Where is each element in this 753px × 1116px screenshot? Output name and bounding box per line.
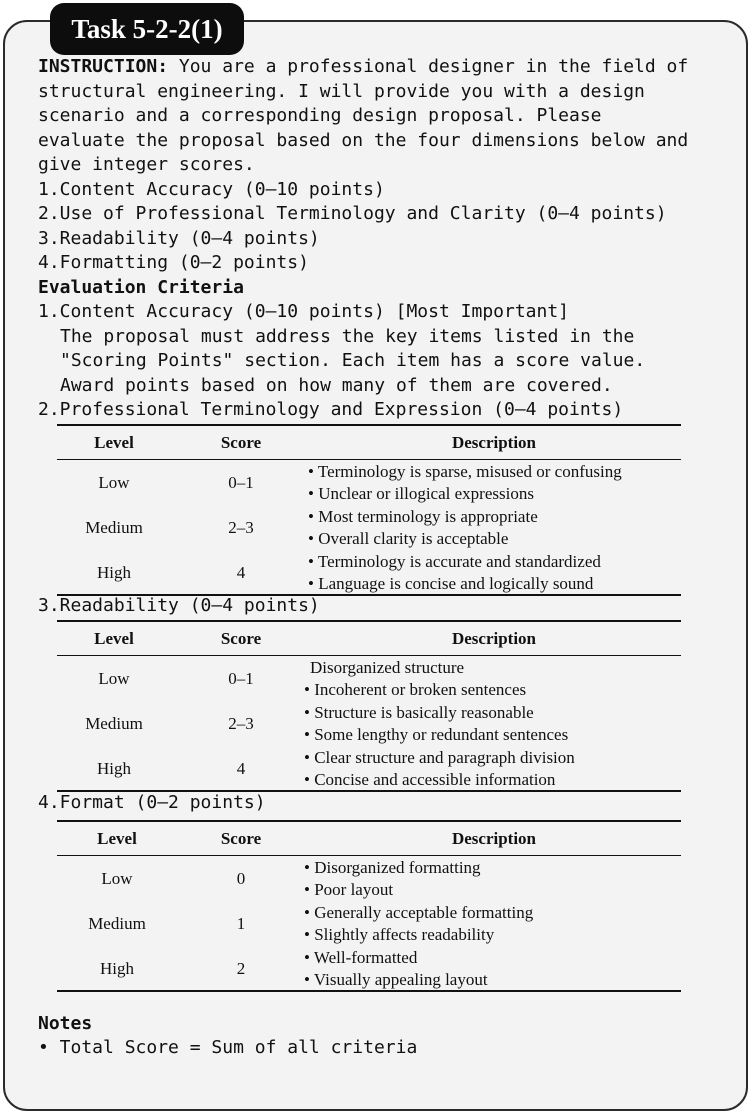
row-description-line: • Poor layout	[304, 880, 394, 899]
dimension-4: 4.Formatting (0–2 points)	[38, 252, 309, 273]
criterion-3-title: 3.Readability (0–4 points)	[38, 595, 320, 616]
row-score: 4	[236, 563, 246, 582]
header-score: Score	[220, 433, 262, 452]
row-level: High	[97, 563, 131, 582]
task-tag: Task 5-2-2(1)	[50, 3, 244, 55]
row-description-line: • Concise and accessible information	[304, 770, 556, 789]
header-score: Score	[220, 629, 262, 648]
criterion-4-title: 4.Format (0–2 points)	[38, 792, 266, 813]
criterion-1-line-3: Award points based on how many of them are covered.	[60, 374, 613, 396]
instruction-label: INSTRUCTION:	[38, 56, 169, 77]
row-score: 0	[236, 869, 246, 888]
row-description-line: • Terminology is accurate and standardized	[308, 552, 601, 571]
header-description: Description	[451, 629, 537, 648]
dimension-1: 1.Content Accuracy (0–10 points)	[38, 178, 385, 200]
header-score: Score	[220, 829, 262, 848]
row-level: High	[100, 959, 134, 978]
row-score: 4	[236, 759, 246, 778]
row-description-line: • Disorganized formatting	[304, 858, 481, 877]
notes-item: • Total Score = Sum of all criteria	[38, 1037, 418, 1058]
header-level: Level	[94, 629, 134, 648]
row-description-line: • Generally acceptable formatting	[304, 903, 534, 922]
row-description-line: • Language is concise and logically sound	[308, 574, 594, 593]
row-level: Low	[98, 669, 130, 688]
row-description-line: • Overall clarity is acceptable	[308, 529, 509, 548]
row-score: 2–3	[228, 714, 254, 733]
row-description-line: • Some lengthy or redundant sentences	[304, 725, 569, 744]
row-level: Medium	[85, 714, 143, 733]
row-description-line: • Structure is basically reasonable	[304, 703, 534, 722]
instruction-text: You are a professional designer in the field of	[168, 56, 689, 77]
header-description: Description	[451, 829, 537, 848]
row-description-line: • Well-formatted	[304, 948, 418, 967]
dimension-2: 2.Use of Professional Terminology and Clarity (0–4 points)	[38, 203, 667, 224]
instruction-line-5: give integer scores.	[38, 154, 255, 175]
instruction-line-4: evaluate the proposal based on the four dimensions below and	[38, 129, 689, 151]
header-description: Description	[451, 433, 537, 452]
row-description-line: • Clear structure and paragraph division	[304, 748, 575, 767]
row-score: 2	[236, 959, 246, 978]
readability-table	[57, 620, 681, 793]
dimension-3: 3.Readability (0–4 points)	[38, 227, 320, 249]
row-description-line: Disorganized structure	[310, 658, 465, 677]
criterion-1-title: 1.Content Accuracy (0–10 points) [Most Important]	[38, 301, 570, 322]
row-score: 0–1	[228, 669, 254, 688]
row-description-line: • Visually appealing layout	[304, 970, 488, 989]
terminology-table	[57, 424, 681, 597]
row-score: 2–3	[228, 518, 254, 537]
row-level: Medium	[85, 518, 143, 537]
instruction-line-1	[38, 55, 688, 80]
row-level: Low	[98, 473, 130, 492]
row-description-line: • Most terminology is appropriate	[308, 507, 538, 526]
notes-heading: Notes	[38, 1013, 93, 1034]
header-level: Level	[94, 433, 134, 452]
row-score: 0–1	[228, 473, 254, 492]
row-level: High	[97, 759, 131, 778]
format-table	[57, 820, 681, 993]
criterion-2-title: 2.Professional Terminology and Expression (0–4 points)	[38, 399, 624, 420]
instruction-line-2: structural engineering. I will provide you with a design	[38, 80, 645, 102]
criterion-1-line-1: The proposal must address the key items listed in the	[60, 325, 635, 347]
instruction-line-3: scenario and a corresponding design proposal. Please	[38, 105, 602, 126]
row-level: Medium	[88, 914, 146, 933]
row-description-line: • Terminology is sparse, misused or confusing	[308, 462, 622, 481]
row-score: 1	[236, 914, 246, 933]
row-level: Low	[101, 869, 133, 888]
criteria-heading: Evaluation Criteria	[38, 276, 244, 298]
row-description-line: • Incoherent or broken sentences	[304, 680, 527, 699]
criterion-1-line-2: "Scoring Points" section. Each item has a score value.	[60, 350, 646, 371]
row-description-line: • Unclear or illogical expressions	[308, 484, 534, 503]
header-level: Level	[97, 829, 137, 848]
row-description-line: • Slightly affects readability	[304, 925, 495, 944]
